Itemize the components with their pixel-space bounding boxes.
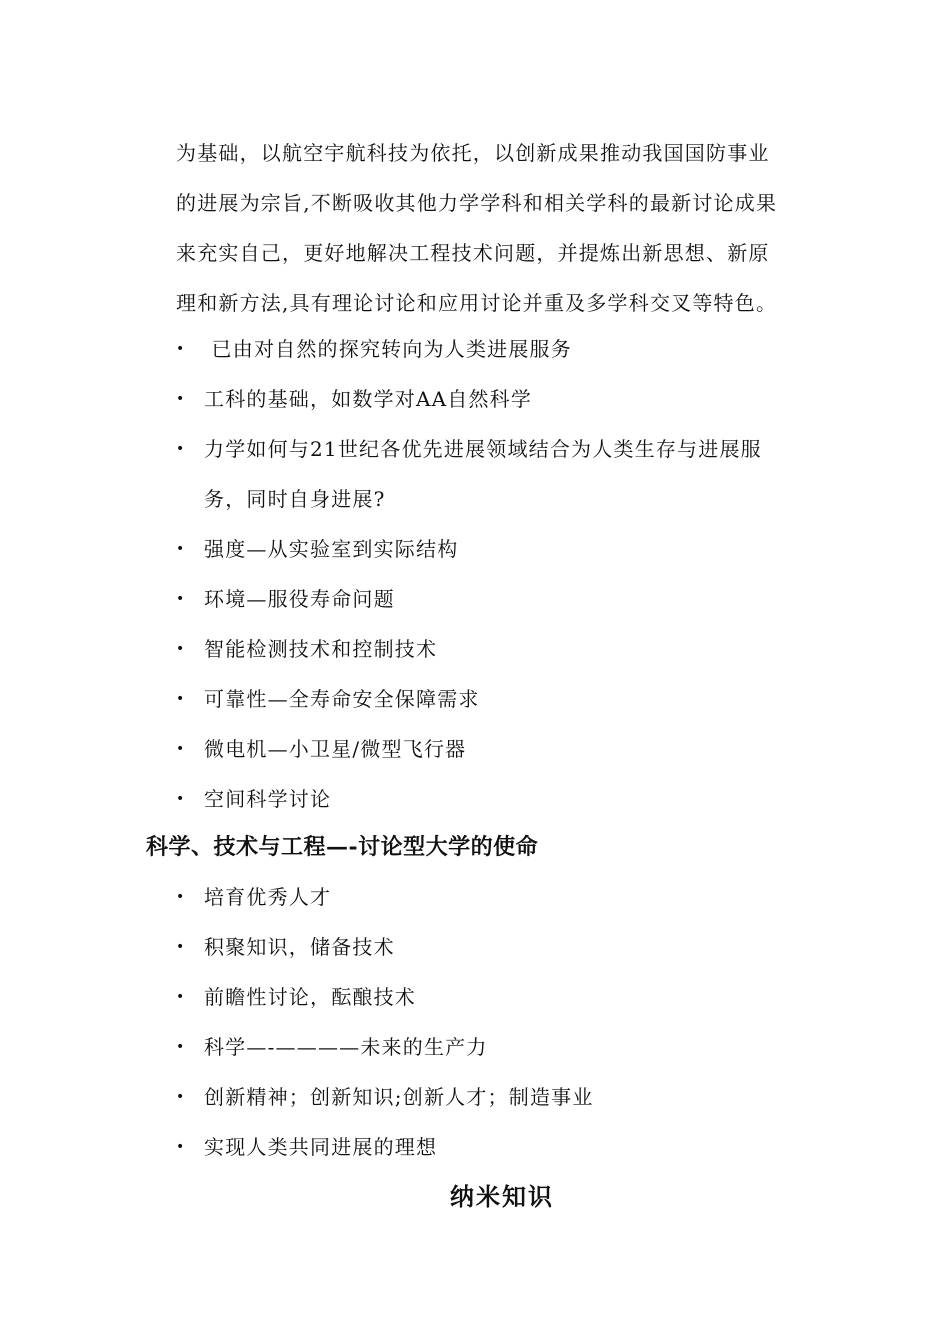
university-mission-list [176,872,816,1172]
list-item-text: 微电机—小卫星/微型飞行器 [204,737,467,761]
list-item [176,724,816,774]
bullet-icon: • [176,641,186,657]
list-item [176,524,816,574]
list-item-text: 智能检测技术和控制技术 [204,637,438,661]
list-item [176,872,816,922]
bullet-icon: • [176,939,186,955]
list-item [176,1022,816,1072]
paragraph-line: 为基础，以航空宇航科技为依托，以创新成果推动我国国防事业 [176,141,770,165]
list-item-text: 积聚知识，储备技术 [204,935,395,959]
bullet-icon: • [176,1039,186,1055]
list-item [176,324,816,374]
list-item-text: 强度—从实验室到实际结构 [204,537,459,561]
list-item-text: 创新精神；创新知识;创新人才；制造事业 [204,1085,594,1109]
list-item-text: 前瞻性讨论，酝酿技术 [204,985,416,1009]
bullet-icon: • [176,791,186,807]
bullet-icon: • [176,1089,186,1105]
list-item [176,674,816,724]
bullet-icon: • [176,391,186,407]
bullet-icon: • [176,341,186,357]
paragraph-line: 的进展为宗旨,不断吸收其他力学学科和相关学科的最新讨论成果 [176,191,778,215]
section-heading: 科学、技术与工程—-讨论型大学的使命 [146,834,539,860]
bullet-icon: • [176,741,186,757]
list-item-text: 可靠性—全寿命安全保障需求 [204,687,480,711]
list-item [176,424,816,524]
intro-paragraph [176,128,816,328]
list-item-text: 力学如何与21世纪各优先进展领域结合为人类生存与进展服 [204,437,762,461]
bullet-icon: • [176,541,186,557]
bullet-icon: • [176,989,186,1005]
list-item [176,1122,816,1172]
bullet-icon: • [176,591,186,607]
list-item [176,774,816,824]
bullet-icon: • [176,441,186,457]
list-item [176,922,816,972]
list-item [176,624,816,674]
list-item-text-continued: 务，同时自身进展? [204,487,386,511]
bullet-icon: • [176,1139,186,1155]
paragraph-line: 来充实自己，更好地解决工程技术问题，并提炼出新思想、新原 [176,241,770,265]
list-item-text: 环境—服役寿命问题 [204,587,395,611]
list-item-text: 已由对自然的探究转向为人类进展服务 [204,337,572,361]
list-item-text: 实现人类共同进展的理想 [204,1135,438,1159]
list-item-text: 科学—-————未来的生产力 [204,1035,488,1059]
list-item [176,972,816,1022]
list-item [176,574,816,624]
paragraph-line: 理和新方法,具有理论讨论和应用讨论并重及多学科交叉等特色。 [176,291,778,315]
bullet-icon: • [176,691,186,707]
list-item [176,374,816,424]
list-item-text: 培育优秀人才 [204,885,332,909]
mechanics-directions-list [176,324,816,824]
next-section-title: 纳米知识 [450,1182,554,1211]
list-item-text: 工科的基础，如数学对AA自然科学 [204,387,533,411]
bullet-icon: • [176,889,186,905]
list-item-text: 空间科学讨论 [204,787,332,811]
list-item [176,1072,816,1122]
